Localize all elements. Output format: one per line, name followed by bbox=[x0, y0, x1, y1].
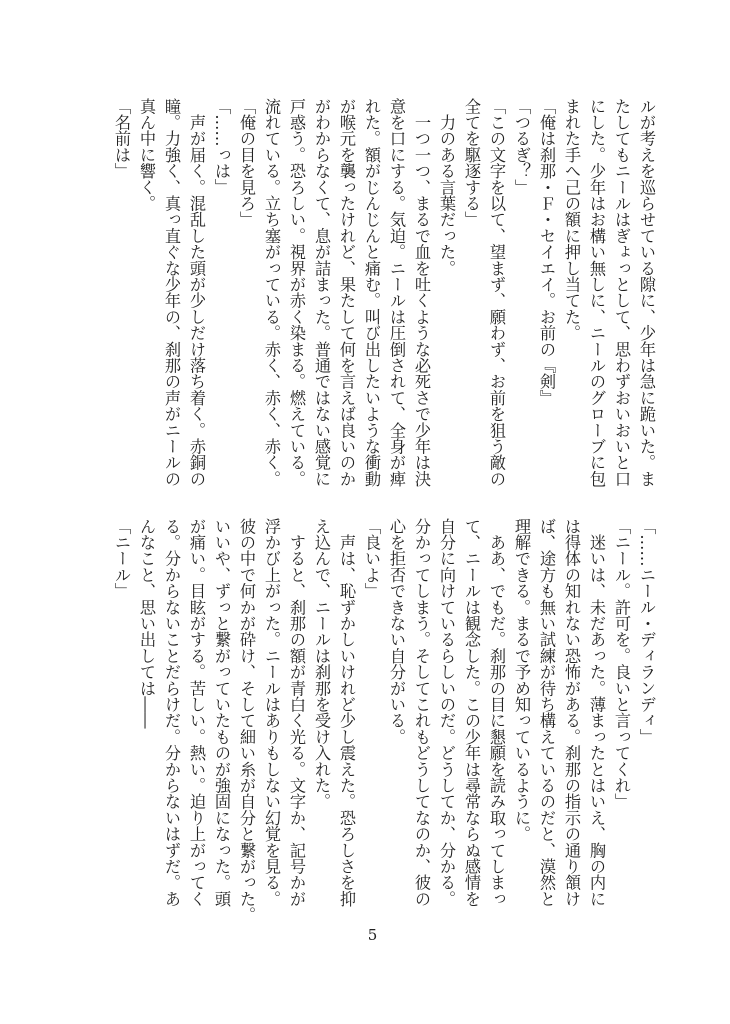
text-line: 声が届く。混乱した頭が少しだけ落ち着く。赤銅の bbox=[187, 98, 206, 487]
page-number: 5 bbox=[367, 926, 378, 944]
text-line: 一つ一つ、まるで血を吐くような必死さで少年は決 bbox=[412, 98, 431, 487]
text-line: 声は、恥ずかしいけれど少し震えた。恐ろしさを抑 bbox=[337, 518, 356, 907]
text-line: 力のある言葉だった。 bbox=[437, 98, 456, 277]
text-line: 流れている。立ち塞がっている。赤く、赤く、赤く。 bbox=[262, 98, 281, 487]
text-block-bottom bbox=[107, 518, 659, 928]
text-line: ば、途方も無い試練が待ち構えているのだと、漠然と bbox=[537, 518, 556, 907]
text-line: 意を口にする。気迫。ニールは圧倒されて、全身が痺 bbox=[387, 98, 406, 487]
text-line: 「ニール」 bbox=[112, 518, 131, 599]
text-line: え込んで、ニールは刹那を受け入れた。 bbox=[312, 518, 331, 810]
text-line: にした。少年はお構い無しに、ニールのグローブに包 bbox=[587, 98, 606, 487]
text-line: ルが考えを巡らせている隙に、少年は急に跪いた。ま bbox=[637, 98, 656, 487]
text-line: 真ん中に響く。 bbox=[137, 98, 156, 212]
text-line: 分かってしまう。そしてこれもどうしてなのか、彼の bbox=[412, 518, 431, 907]
text-line: が痛い。目眩がする。苦しい。熱い。迫り上がってく bbox=[187, 518, 206, 907]
text-line: 「つるぎ？」 bbox=[512, 98, 531, 196]
text-line: 浮かび上がった。ニールはありもしない幻覚を見る。 bbox=[262, 518, 281, 907]
text-line: 「良いよ」 bbox=[362, 518, 381, 599]
text-line: 「……ニール・ディランディ」 bbox=[637, 518, 656, 745]
text-line: 心を拒否できない自分がいる。 bbox=[387, 518, 406, 745]
text-line: 迷いは、未だあった。薄まったとはいえ、胸の内に bbox=[587, 518, 606, 907]
text-line: 全てを駆逐する」 bbox=[462, 98, 481, 228]
text-block-top bbox=[107, 98, 659, 508]
text-line: たしてもニールはぎょっとして、思わずおいおいと口 bbox=[612, 98, 631, 487]
text-line: て、ニールは観念した。この少年は尋常ならぬ感情を bbox=[462, 518, 481, 907]
text-line: まれた手へ己の額に押し当てた。 bbox=[562, 98, 581, 341]
text-line: れた。額がじんじんと痛む。叫び出したいような衝動 bbox=[362, 98, 381, 487]
text-line: 「名前は」 bbox=[112, 98, 131, 179]
text-line: 理解できる。まるで予め知っているように。 bbox=[512, 518, 531, 842]
text-line: 「俺の目を見ろ」 bbox=[237, 98, 256, 228]
text-line: 「……っは」 bbox=[212, 98, 231, 196]
text-line: 「この文字を以て、望まず、願わず、お前を狙う敵の bbox=[487, 98, 506, 487]
text-line: すると、刹那の額が青白く光る。文字か、記号かが bbox=[287, 518, 306, 907]
text-line: 戸惑う。恐ろしい。視界が赤く染まる。燃えている。 bbox=[287, 98, 306, 487]
text-line: は得体の知れない恐怖がある。刹那の指示の通り頷け bbox=[562, 518, 581, 907]
text-line: 彼の中で何かが砕け、そして細い糸が自分と繋がった。 bbox=[237, 518, 256, 923]
text-line: 自分に向けているらしいのだ。どうしてか、分かる。 bbox=[437, 518, 456, 907]
text-line: が喉元を襲ったけれど、果たして何を言えば良いのか bbox=[337, 98, 356, 487]
text-line: いいや、ずっと繋がっていたものが強固になった。頭 bbox=[212, 518, 231, 907]
text-line: 瞳。力強く、真っ直ぐな少年の、刹那の声がニールの bbox=[162, 98, 181, 487]
text-line: 「ニール。許可を。良いと言ってくれ」 bbox=[612, 518, 631, 810]
text-line: ああ、でもだ。刹那の目に懇願を読み取ってしまっ bbox=[487, 518, 506, 907]
text-line: る。分からないことだらけだ。分からないはずだ。あ bbox=[162, 518, 181, 907]
text-line: がわからなくて、息が詰まった。普通ではない感覚に bbox=[312, 98, 331, 487]
text-line: 「俺は刹那・Ｆ・セイエイ。お前の『剣』 bbox=[537, 98, 556, 406]
text-line: んなこと、思い出しては―― bbox=[137, 518, 156, 729]
